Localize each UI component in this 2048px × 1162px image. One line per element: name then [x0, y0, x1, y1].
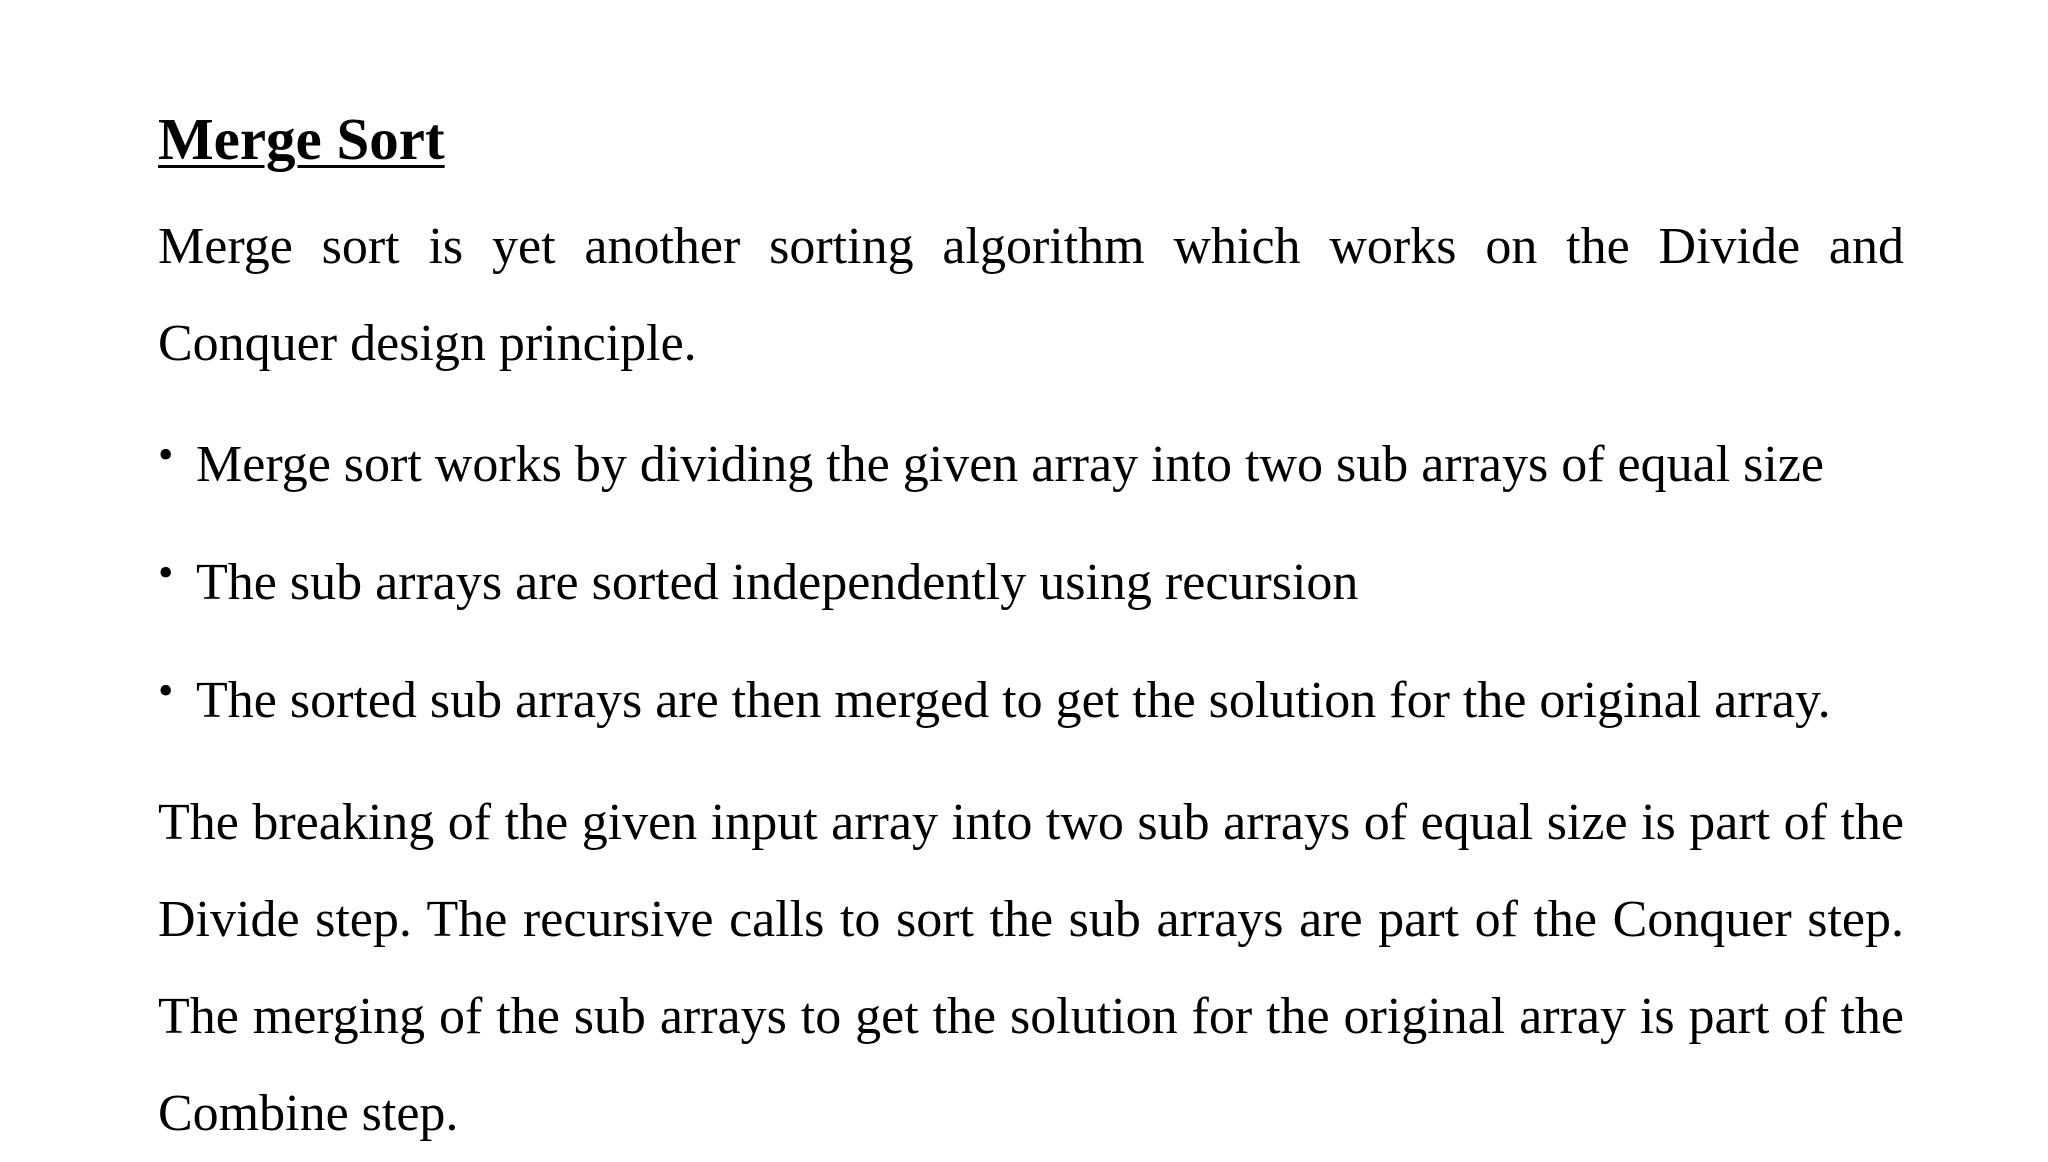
list-item-text: Merge sort works by dividing the given array into two sub arrays of equal size [196, 436, 1824, 493]
list-item-text: The sorted sub arrays are then merged to get the solution for the original array. [196, 672, 1831, 729]
bullet-icon: • [158, 666, 174, 715]
bullet-list [158, 406, 1904, 760]
intro-paragraph: Merge sort is yet another sorting algorithm which works on the Divide and Conquer design principle. [158, 218, 1904, 372]
list-item [158, 642, 1904, 760]
bullet-icon: • [158, 430, 174, 479]
conclusion-paragraph: The breaking of the given input array into two sub arrays of equal size is part of the Divide step. The recursive calls to sort the sub arrays are part of the Conquer step. The merging of the sub arrays to get the solution for the original array is part of the Combine step. [158, 794, 1904, 1142]
page-title: Merge Sort [158, 106, 445, 172]
list-item-text: The sub arrays are sorted independently using recursion [196, 554, 1359, 611]
document-page [158, 100, 1904, 1162]
list-item [158, 524, 1904, 642]
list-item [158, 406, 1904, 524]
bullet-icon: • [158, 548, 174, 597]
